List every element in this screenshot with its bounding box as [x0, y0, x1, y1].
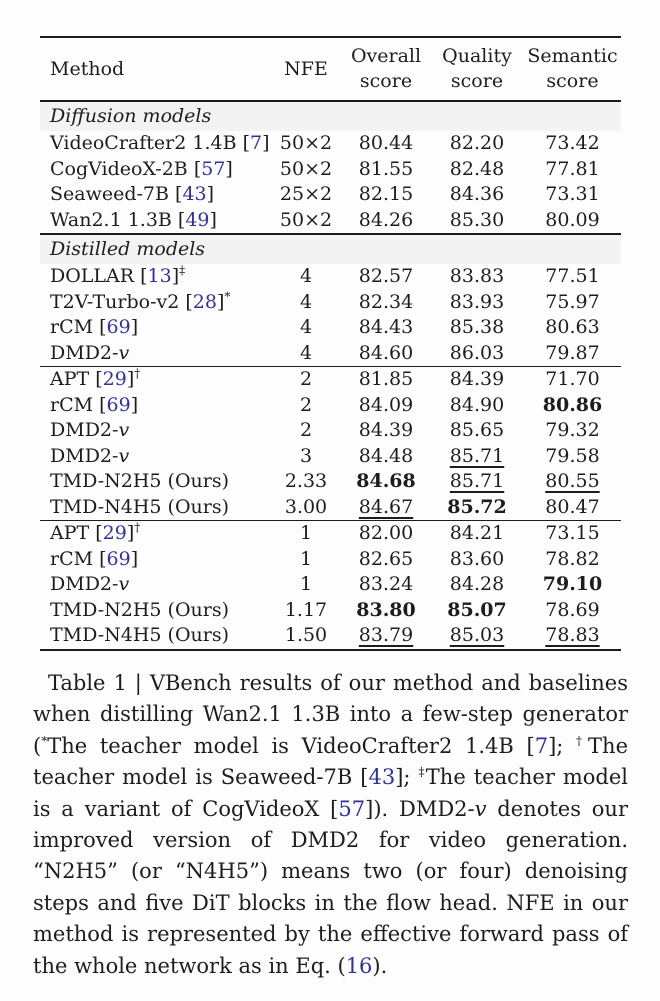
score-value: 71.70: [545, 368, 600, 390]
col-header-semantic-line1: Semantic: [527, 45, 618, 67]
col-header-semantic: [524, 37, 621, 101]
nfe-cell: 4: [299, 316, 313, 338]
score-value: 85.71: [449, 470, 505, 492]
score-value: 84.21: [449, 522, 505, 544]
method-name: rCM: [50, 393, 100, 416]
method-cell: [40, 418, 270, 444]
caption-text: denotes our improved version of DMD2 for video generation. “N2H5” (or “N4H5”) means two (or four) denoising steps and five DiT blocks in the flow head. NFE in our method is represented by the effective forward pass of the whole network as in Eq. (: [33, 796, 628, 978]
citation-bracket: [: [95, 368, 103, 390]
score-value: 79.32: [545, 419, 600, 441]
method-cell: [40, 495, 270, 521]
score-value: 80.55: [545, 470, 600, 492]
citation-bracket: ]: [130, 547, 139, 570]
overall-score-cell: [342, 157, 430, 183]
method-name: DMD2-: [50, 341, 119, 364]
nfe-cell: 1: [270, 521, 342, 547]
semantic-score-cell: [524, 521, 621, 547]
score-value: 86.03: [449, 341, 505, 364]
quality-score-cell: [430, 131, 524, 157]
citation-bracket: [: [177, 208, 186, 231]
table-row: [40, 367, 621, 393]
table-row: [40, 547, 621, 573]
score-value: 73.42: [545, 132, 600, 154]
nfe-cell: 50×2: [279, 132, 333, 154]
table-row: [40, 521, 621, 547]
method-cell: [40, 572, 270, 598]
caption-text: Table 1 | VBench results of our method and baselines when distilling Wan2.1 1.3B into a few-step generator (: [33, 671, 628, 758]
semantic-score-cell: [524, 495, 621, 521]
method-cell: [40, 521, 270, 547]
semantic-score-cell: [524, 393, 621, 419]
table-row: [40, 598, 621, 624]
semantic-score-cell: [524, 315, 621, 341]
overall-score-cell: [342, 495, 430, 521]
caption-text: The teacher model is a variant of CogVideoX [: [33, 765, 629, 821]
method-name: Wan2.1 1.3B: [50, 208, 178, 231]
score-value: 83.60: [449, 547, 505, 570]
score-value: 85.71: [449, 444, 505, 467]
score-value: 80.44: [358, 132, 414, 154]
citation-link[interactable]: 57: [201, 157, 226, 180]
citation-bracket: ]: [206, 183, 215, 205]
citation-bracket: ]: [130, 393, 139, 416]
method-cell: [40, 290, 270, 316]
score-value: 84.28: [449, 573, 505, 595]
method-name: Seaweed-7B: [50, 183, 176, 205]
quality-score-cell: [430, 572, 524, 598]
citation-bracket: [: [99, 547, 107, 570]
quality-score-cell: [430, 521, 524, 547]
score-value: 82.20: [449, 132, 505, 154]
method-cell: [40, 598, 270, 624]
score-value: 81.85: [358, 368, 414, 390]
method-cell: [40, 341, 270, 367]
section-header-row: [40, 234, 621, 264]
score-value: 84.60: [358, 341, 414, 364]
quality-score-cell: [430, 182, 524, 208]
score-value: 83.79: [358, 624, 414, 646]
table-row: [40, 572, 621, 598]
citation-link[interactable]: 43: [368, 765, 396, 790]
col-header-semantic-line2: score: [546, 70, 599, 92]
nfe-cell: 50×2: [279, 157, 333, 180]
overall-score-cell: [342, 341, 430, 367]
score-value: 83.93: [449, 290, 505, 313]
quality-score-cell: [430, 315, 524, 341]
citation-bracket: ]: [225, 157, 233, 180]
nfe-cell: 2.33: [284, 470, 328, 492]
quality-score-cell: [430, 264, 524, 290]
semantic-score-cell: [524, 182, 621, 208]
method-cell: [40, 367, 270, 393]
section-label: Distilled models: [40, 234, 621, 264]
table-row: [40, 469, 621, 495]
footnote-marker: †: [134, 366, 141, 381]
method-name: TMD-N4H5 (Ours): [50, 495, 230, 518]
nfe-cell: 3.00: [284, 495, 328, 518]
table-row: [40, 315, 621, 341]
semantic-score-cell: [524, 131, 621, 157]
method-name: T2V-Turbo-v2: [50, 290, 186, 313]
nfe-cell: 3: [299, 444, 313, 467]
method-cell: [40, 157, 270, 183]
table-row: [40, 418, 621, 444]
semantic-score-cell: [524, 444, 621, 470]
col-header-quality: [430, 37, 524, 101]
score-value: 85.65: [449, 419, 505, 441]
semantic-score-cell: [524, 547, 621, 573]
method-name: VideoCrafter2 1.4B: [50, 132, 243, 154]
overall-score-cell: [342, 182, 430, 208]
score-value: 81.55: [358, 157, 414, 180]
citation-bracket: ]: [262, 132, 270, 154]
results-table: [40, 36, 621, 651]
quality-score-cell: [430, 623, 524, 650]
table-row: [40, 623, 621, 650]
nfe-cell: 4: [299, 265, 313, 287]
quality-score-cell: [430, 157, 524, 183]
citation-bracket: [: [95, 522, 103, 544]
method-name: TMD-N4H5 (Ours): [50, 624, 230, 646]
col-header-method: Method: [40, 37, 270, 101]
method-cell: [40, 264, 270, 290]
caption-text: ];: [548, 733, 577, 758]
citation-link[interactable]: 16: [345, 953, 373, 978]
method-name: DMD2-: [50, 573, 119, 595]
score-value: 77.51: [545, 265, 600, 287]
footnote-marker: ‡: [179, 263, 186, 278]
score-value: 84.09: [358, 393, 414, 416]
nfe-cell: 2: [270, 367, 342, 393]
score-value: 77.81: [545, 157, 600, 180]
overall-score-cell: [342, 598, 430, 624]
overall-score-cell: [342, 290, 430, 316]
score-value: 79.87: [545, 341, 600, 364]
method-cell: [40, 469, 270, 495]
table-row: [40, 264, 621, 290]
nfe-cell: 1: [299, 547, 313, 570]
table-row: [40, 444, 621, 470]
overall-score-cell: [342, 572, 430, 598]
table-row: [40, 182, 621, 208]
score-value: 84.36: [449, 183, 505, 205]
score-value: 82.15: [358, 183, 414, 205]
quality-score-cell: [430, 495, 524, 521]
nfe-cell: 4: [299, 290, 313, 313]
score-value: 84.90: [449, 393, 505, 416]
citation-link[interactable]: 69: [106, 547, 131, 570]
score-value: 80.86: [542, 393, 603, 416]
overall-score-cell: [342, 547, 430, 573]
method-cell: [40, 131, 270, 157]
col-header-overall-line2: score: [359, 70, 413, 92]
semantic-score-cell: [524, 157, 621, 183]
table-row: [40, 341, 621, 367]
overall-score-cell: [342, 367, 430, 393]
caption-text: ).: [372, 953, 388, 978]
table-row: [40, 290, 621, 316]
citation-link[interactable]: 43: [182, 183, 207, 205]
col-header-quality-line2: score: [450, 70, 504, 92]
semantic-score-cell: [524, 290, 621, 316]
table-row: [40, 131, 621, 157]
score-value: 84.67: [358, 495, 414, 518]
table-row: [40, 495, 621, 521]
citation-link[interactable]: 57: [338, 796, 366, 821]
semantic-score-cell: [524, 598, 621, 624]
nfe-cell: 50×2: [279, 208, 333, 231]
score-value: 78.82: [545, 547, 600, 570]
citation-bracket: ]: [209, 208, 217, 231]
method-name-italic-suffix: v: [118, 419, 130, 441]
citation-bracket: ]: [216, 290, 225, 313]
semantic-score-cell: [524, 623, 621, 650]
score-value: 82.34: [358, 290, 414, 313]
method-name: APT: [50, 368, 96, 390]
col-header-nfe: NFE: [270, 37, 342, 101]
quality-score-cell: [430, 444, 524, 470]
citation-link[interactable]: 29: [102, 368, 127, 390]
score-value: 84.39: [449, 368, 505, 390]
table-row: [40, 208, 621, 235]
citation-bracket: [: [175, 183, 183, 205]
score-value: 84.68: [356, 470, 416, 492]
section-header-row: [40, 101, 621, 131]
section-label: Diffusion models: [40, 101, 621, 131]
citation-bracket: ]: [126, 522, 135, 544]
semantic-score-cell: [524, 469, 621, 495]
score-value: 78.69: [545, 598, 600, 621]
semantic-score-cell: [524, 264, 621, 290]
score-value: 82.65: [358, 547, 414, 570]
citation-bracket: [: [185, 290, 193, 313]
score-value: 84.26: [358, 208, 414, 231]
score-value: 85.30: [449, 208, 505, 231]
citation-bracket: ]: [130, 316, 139, 338]
overall-score-cell: [342, 418, 430, 444]
quality-score-cell: [430, 418, 524, 444]
citation-bracket: [: [140, 265, 148, 287]
overall-score-cell: [342, 208, 430, 235]
footnote-marker: *: [224, 289, 231, 304]
semantic-score-cell: [524, 418, 621, 444]
method-name-italic-suffix: v: [118, 573, 130, 595]
score-value: 83.83: [449, 265, 505, 287]
score-value: 78.83: [545, 624, 600, 646]
score-value: 84.43: [358, 316, 414, 338]
quality-score-cell: [430, 469, 524, 495]
score-value: 85.72: [447, 495, 507, 518]
overall-score-cell: [342, 315, 430, 341]
citation-link[interactable]: 69: [106, 316, 131, 338]
nfe-cell: 1.17: [284, 598, 328, 621]
table-row: [40, 157, 621, 183]
footnote-marker: ‡: [418, 765, 426, 780]
quality-score-cell: [430, 393, 524, 419]
method-cell: [40, 182, 270, 208]
col-header-overall-line1: Overall: [350, 45, 422, 67]
score-value: 80.47: [545, 495, 600, 518]
overall-score-cell: [342, 131, 430, 157]
score-value: 75.97: [545, 290, 600, 313]
caption-text: The teacher model is Seaweed-7B [: [33, 733, 628, 790]
quality-score-cell: [430, 341, 524, 367]
footnote-marker: †: [576, 733, 589, 748]
col-header-overall: [342, 37, 430, 101]
caption-text: ]). DMD2-: [365, 796, 475, 821]
method-cell: [40, 393, 270, 419]
method-name: CogVideoX-2B: [50, 157, 194, 180]
semantic-score-cell: [524, 572, 621, 598]
method-name: TMD-N2H5 (Ours): [50, 470, 230, 492]
method-name: rCM: [50, 316, 100, 338]
overall-score-cell: [342, 623, 430, 650]
quality-score-cell: [430, 598, 524, 624]
method-name: APT: [50, 522, 96, 544]
results-table-body: [40, 101, 621, 650]
score-value: 85.03: [449, 624, 505, 646]
semantic-score-cell: [524, 208, 621, 235]
table-caption: [33, 668, 628, 982]
score-value: 83.24: [358, 573, 414, 595]
overall-score-cell: [342, 264, 430, 290]
method-name: TMD-N2H5 (Ours): [50, 598, 230, 621]
citation-link[interactable]: 49: [185, 208, 210, 231]
footnote-marker: *: [41, 733, 48, 748]
overall-score-cell: [342, 393, 430, 419]
overall-score-cell: [342, 469, 430, 495]
nfe-cell: 1.50: [284, 624, 328, 646]
method-cell: [40, 444, 270, 470]
method-name: DMD2-: [50, 419, 119, 441]
citation-bracket: [: [99, 393, 107, 416]
method-name: rCM: [50, 547, 100, 570]
nfe-cell: 4: [299, 341, 313, 364]
score-value: 82.48: [449, 157, 505, 180]
score-value: 84.48: [358, 444, 414, 467]
overall-score-cell: [342, 444, 430, 470]
score-value: 80.63: [545, 316, 600, 338]
method-name-italic-suffix: v: [118, 341, 130, 364]
quality-score-cell: [430, 208, 524, 235]
citation-link[interactable]: 7: [534, 733, 549, 758]
method-cell: [40, 547, 270, 573]
method-name: DOLLAR: [50, 265, 141, 287]
citation-bracket: ]: [126, 368, 135, 390]
method-cell: [40, 208, 270, 235]
quality-score-cell: [430, 547, 524, 573]
header-row: [40, 37, 621, 101]
nfe-cell: 1: [299, 573, 313, 595]
results-table-container: [40, 36, 621, 651]
score-value: 83.80: [356, 598, 416, 621]
table-row: [40, 393, 621, 419]
nfe-cell: 25×2: [279, 183, 333, 205]
caption-text: The teacher model is VideoCrafter2 1.4B [: [47, 733, 535, 758]
score-value: 84.39: [358, 419, 414, 441]
citation-link[interactable]: 28: [192, 290, 217, 313]
caption-text: ];: [395, 765, 419, 790]
quality-score-cell: [430, 290, 524, 316]
footnote-marker: †: [134, 520, 141, 535]
overall-score-cell: [342, 521, 430, 547]
score-value: 82.00: [358, 522, 414, 544]
citation-bracket: ]: [171, 265, 180, 287]
nfe-cell: 2: [299, 419, 313, 441]
quality-score-cell: [430, 367, 524, 393]
method-name: DMD2-: [50, 444, 119, 467]
semantic-score-cell: [524, 341, 621, 367]
col-header-quality-line1: Quality: [442, 45, 512, 67]
citation-bracket: [: [99, 316, 107, 338]
score-value: 73.15: [545, 522, 600, 544]
caption-italic-text: v: [474, 796, 487, 821]
score-value: 85.07: [447, 598, 507, 621]
score-value: 79.58: [545, 444, 600, 467]
citation-link[interactable]: 7: [250, 132, 263, 154]
citation-bracket: [: [193, 157, 202, 180]
score-value: 82.57: [358, 265, 414, 287]
nfe-cell: 2: [299, 393, 313, 416]
method-cell: [40, 623, 270, 650]
score-value: 79.10: [542, 573, 603, 595]
citation-link[interactable]: 13: [147, 265, 172, 287]
citation-link[interactable]: 69: [106, 393, 131, 416]
score-value: 80.09: [545, 208, 600, 231]
method-name-italic-suffix: v: [118, 444, 130, 467]
citation-link[interactable]: 29: [102, 522, 127, 544]
score-value: 73.31: [545, 183, 600, 205]
score-value: 85.38: [449, 316, 505, 338]
citation-bracket: [: [242, 132, 251, 154]
method-cell: [40, 315, 270, 341]
semantic-score-cell: [524, 367, 621, 393]
